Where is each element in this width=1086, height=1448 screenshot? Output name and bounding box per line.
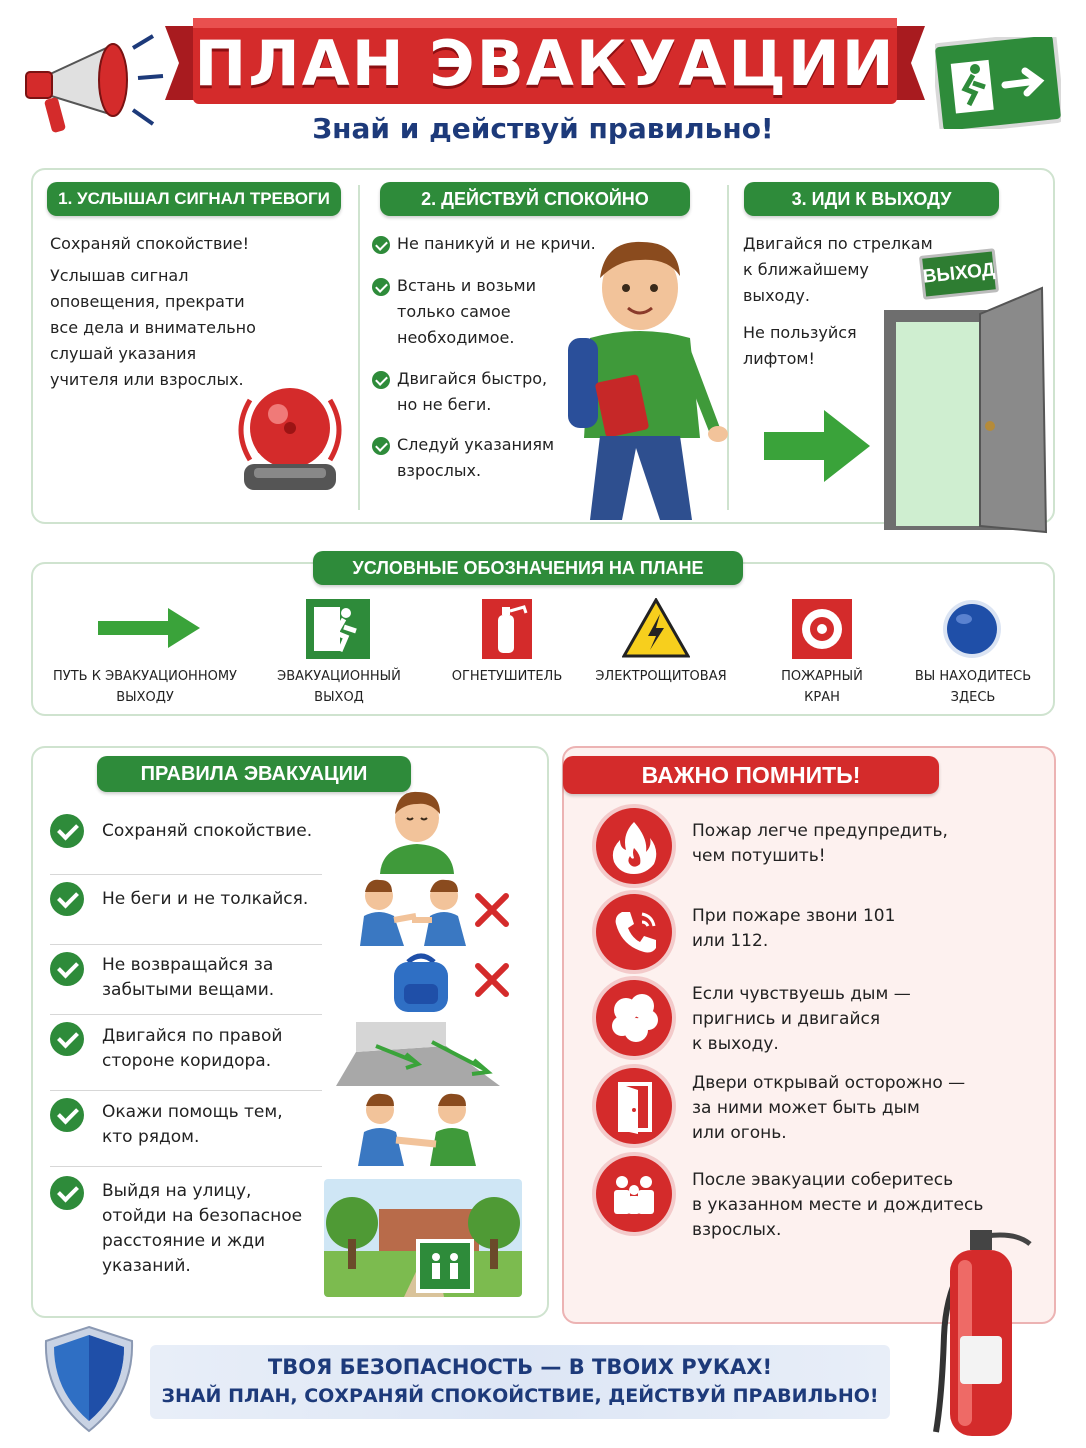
step-1-line: Сохраняй спокойствие! [50, 234, 250, 253]
rule-text [102, 1100, 283, 1150]
legend-label-line: ВЫХОДУ [116, 690, 174, 705]
page-subtitle: Знай и действуй правильно! [312, 112, 774, 145]
legend-label [752, 666, 892, 708]
rule-text [102, 819, 312, 844]
rule-divider [50, 1014, 322, 1015]
rule-divider [50, 874, 322, 875]
title-banner [165, 18, 925, 108]
smoke-icon [596, 980, 672, 1056]
green-arrow-icon [764, 406, 872, 486]
check-icon [50, 1022, 84, 1056]
rule-line: отойди на безопасное [102, 1206, 303, 1226]
step-3-text [743, 320, 857, 372]
step-3-line: к ближайшему [743, 260, 869, 279]
rule-line: Двигайся по правой [102, 1026, 283, 1046]
check-icon [50, 1176, 84, 1210]
step-1-line: слушай указания [50, 344, 197, 363]
step-3-line: Не пользуйся [743, 323, 857, 342]
important-heading [563, 756, 939, 794]
step-2-line: Не паникуй и не кричи. [397, 234, 596, 253]
legend-label [437, 666, 577, 687]
check-icon [50, 1098, 84, 1132]
check-icon [50, 814, 84, 848]
step-2-line: только самое [397, 302, 511, 321]
legend-label-line: ВЫ НАХОДИТЕСЬ [914, 669, 1032, 684]
green-arrow-icon [98, 606, 202, 650]
step-2-line: Двигайся быстро, [397, 369, 548, 388]
step-2-item [397, 432, 554, 484]
step-1-line: все дела и внимательно [50, 318, 256, 337]
exit-sign-label: ВЫХОД [921, 259, 997, 288]
step-3-line: лифтом! [743, 349, 815, 368]
rule-text [102, 1179, 302, 1279]
rule-text [102, 1024, 282, 1074]
important-text [692, 982, 911, 1057]
important-text [692, 819, 948, 869]
fire-extinguisher-illustration [926, 1226, 1036, 1438]
rule-line: Выйдя на улицу, [102, 1181, 252, 1201]
legend-label-line: ПУТЬ К ЭВАКУАЦИОННОМУ [53, 669, 237, 684]
legend-label [897, 666, 1049, 708]
rule-line: расстояние и жди [102, 1231, 266, 1251]
important-line: или огонь. [692, 1123, 787, 1143]
check-icon [372, 278, 390, 296]
check-icon [372, 437, 390, 455]
step-3-line: выходу. [743, 286, 810, 305]
calm-boy-illustration [372, 786, 462, 874]
group-icon [596, 1156, 672, 1232]
door-icon [596, 1068, 672, 1144]
fire-hydrant-icon [792, 599, 852, 659]
alarm-bell-icon [220, 360, 360, 500]
check-icon [50, 882, 84, 916]
legend-label-line: ЭЛЕКТРОЩИТОВАЯ [595, 669, 727, 684]
phone-icon [596, 894, 672, 970]
shield-icon [42, 1325, 136, 1433]
important-line: в указанном месте и дождитесь [692, 1195, 984, 1215]
fire-extinguisher-icon [482, 599, 532, 659]
rule-line: Окажи помощь тем, [102, 1102, 283, 1122]
important-line: взрослых. [692, 1220, 782, 1240]
rule-text [102, 887, 308, 912]
step-2-line: но не беги. [397, 395, 492, 414]
rule-line: забытыми вещами. [102, 980, 275, 1000]
cross-icon [474, 892, 510, 928]
legend-label-line: ПОЖАРНЫЙ [781, 669, 863, 684]
footer-line-2: ЗНАЙ ПЛАН, СОХРАНЯЙ СПОКОЙСТВИЕ, ДЕЙСТВУЙ ПРАВИЛЬНО! [161, 1385, 879, 1407]
legend-label-line: ЗДЕСЬ [950, 690, 996, 705]
important-line: за ними может быть дым [692, 1098, 920, 1118]
important-line: к выходу. [692, 1034, 779, 1054]
rule-line: стороне коридора. [102, 1051, 272, 1071]
page-title: ПЛАН ЭВАКУАЦИИ [194, 26, 896, 100]
step-2-line: Встань и возьми [397, 276, 536, 295]
rules-heading: ПРАВИЛА ЭВАКУАЦИИ [97, 756, 411, 792]
step-3-line: Двигайся по стрелкам [743, 234, 933, 253]
important-line: Пожар легче предупредить, [692, 821, 948, 841]
step-1-line: оповещения, прекрати [50, 292, 245, 311]
legend-label-line: ВЫХОД [314, 690, 364, 705]
legend-label [255, 666, 423, 708]
rule-text [102, 953, 274, 1003]
helping-boys-illustration [352, 1090, 482, 1166]
legend-label [40, 666, 250, 708]
important-line: Если чувствуешь дым — [692, 984, 911, 1004]
you-are-here-icon [942, 599, 1002, 659]
footer-line-1: ТВОЯ БЕЗОПАСНОСТЬ — В ТВОИХ РУКАХ! [267, 1355, 773, 1379]
assembly-point-illustration [324, 1179, 522, 1297]
important-text [692, 904, 895, 954]
step-2-item [397, 366, 547, 418]
step-1-line: Услышав сигнал [50, 266, 189, 285]
pushing-boys-illustration [354, 876, 474, 946]
cross-icon [474, 962, 510, 998]
rule-line: указаний. [102, 1256, 191, 1276]
check-icon [50, 952, 84, 986]
important-line: После эвакуации соберитесь [692, 1170, 954, 1190]
step-2-line: необходимое. [397, 328, 515, 347]
rule-line: Сохраняй спокойствие. [102, 821, 313, 841]
rule-divider [50, 1166, 322, 1167]
step-2-line: взрослых. [397, 461, 482, 480]
rule-divider [50, 1090, 322, 1091]
step-1-heading: 1. УСЛЫШАЛ СИГНАЛ ТРЕВОГИ [47, 182, 341, 216]
legend-label [585, 666, 737, 687]
electrical-panel-icon [622, 598, 690, 658]
walking-boy-illustration [560, 228, 740, 522]
check-icon [372, 236, 390, 254]
rule-line: Не возвращайся за [102, 955, 274, 975]
step-2-line: Следуй указаниям [397, 435, 555, 454]
step-1-line: учителя или взрослых. [50, 370, 244, 389]
exit-sign-board [919, 248, 999, 300]
step-3-heading: 3. ИДИ К ВЫХОДУ [744, 182, 999, 216]
step-2-item [397, 273, 536, 351]
important-line: Двери открывай осторожно — [692, 1073, 966, 1093]
important-line: пригнись и двигайся [692, 1009, 881, 1029]
backpack-illustration [386, 950, 456, 1014]
evacuation-exit-icon [306, 599, 370, 659]
important-line: чем потушить! [692, 846, 826, 866]
fire-icon [596, 808, 672, 884]
corridor-illustration [336, 1022, 500, 1086]
legend-label-line: КРАН [804, 690, 840, 705]
legend-label-line: ЭВАКУАЦИОННЫЙ [277, 669, 401, 684]
important-line: При пожаре звони 101 [692, 906, 896, 926]
rule-line: Не беги и не толкайся. [102, 889, 309, 909]
step-2-heading: 2. ДЕЙСТВУЙ СПОКОЙНО [380, 182, 690, 216]
rule-divider [50, 944, 322, 945]
important-line: или 112. [692, 931, 769, 951]
rule-line: кто рядом. [102, 1127, 200, 1147]
legend-label-line: ОГНЕТУШИТЕЛЬ [451, 669, 563, 684]
legend-heading: УСЛОВНЫЕ ОБОЗНАЧЕНИЯ НА ПЛАНЕ [313, 551, 743, 585]
important-text [692, 1071, 965, 1146]
important-heading-label: ВАЖНО ПОМНИТЬ! [641, 761, 861, 788]
check-icon [372, 371, 390, 389]
